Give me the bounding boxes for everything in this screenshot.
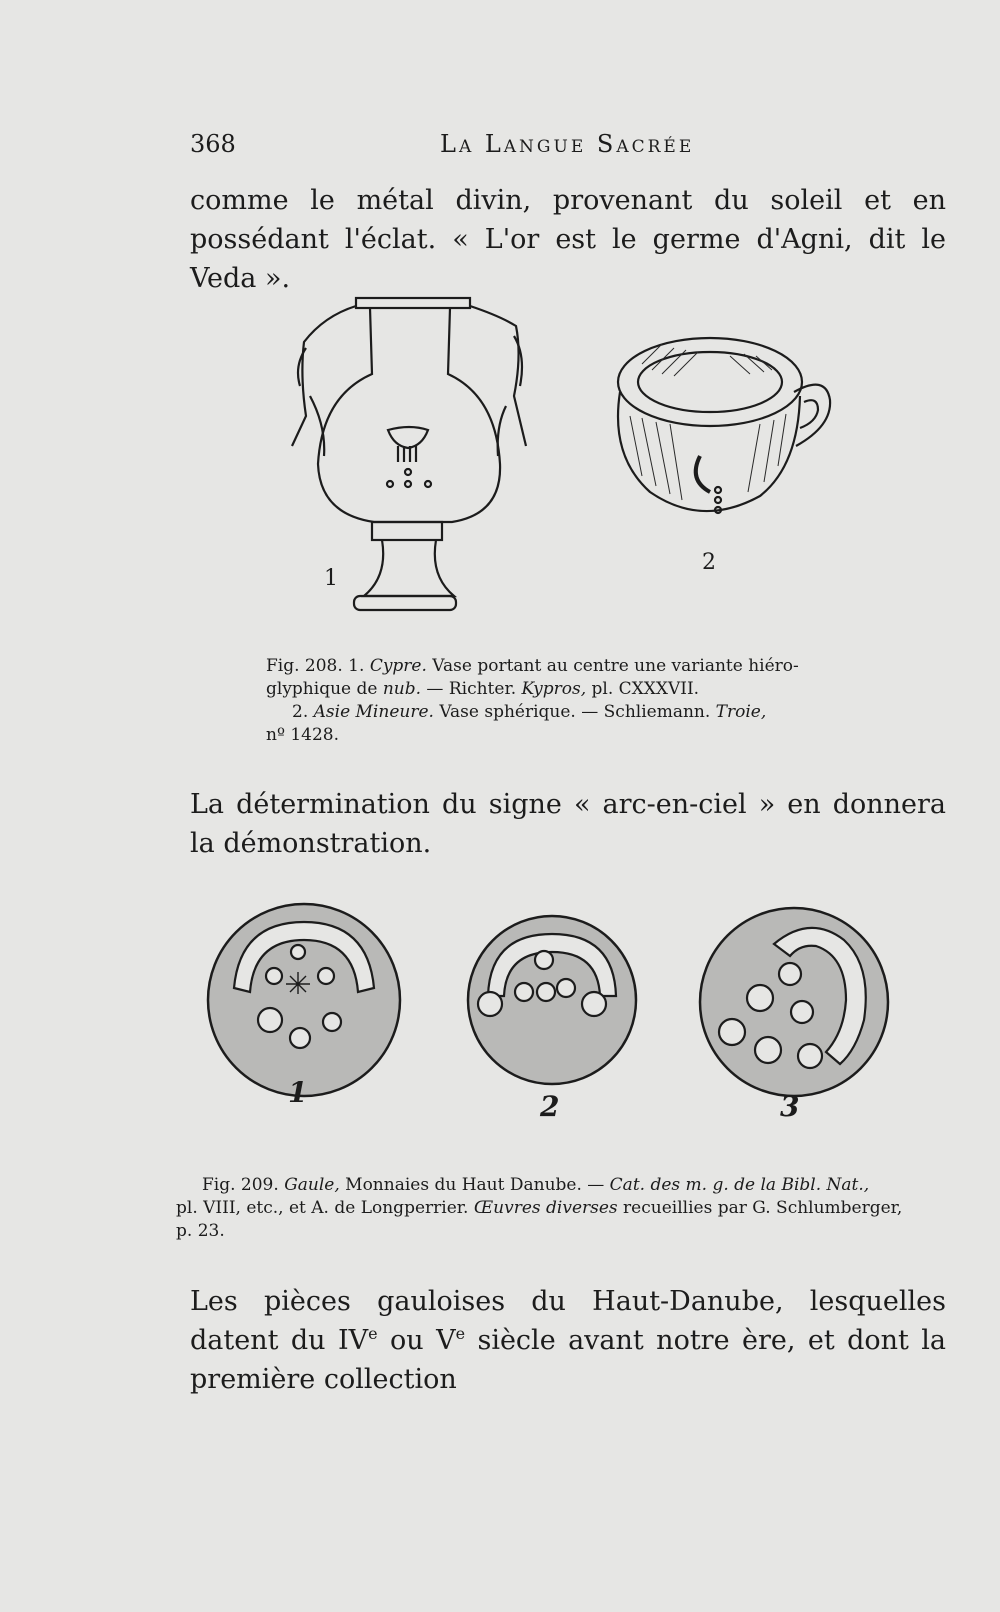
figure-209-caption bbox=[176, 1174, 942, 1243]
figure-209-label-3: 3 bbox=[780, 1090, 800, 1123]
caption-208-line-4: nº 1428. bbox=[266, 725, 340, 745]
figure-208 bbox=[270, 296, 870, 636]
figure-209-label-2: 2 bbox=[540, 1090, 560, 1123]
caption-text: 2. bbox=[292, 702, 314, 722]
paragraph-3-text: ou V bbox=[377, 1325, 456, 1356]
figure-208-drawing bbox=[270, 296, 870, 636]
figure-208-caption bbox=[266, 655, 860, 747]
caption-209-line-3: p. 23. bbox=[176, 1221, 225, 1241]
figure-208-label-1: 1 bbox=[324, 566, 338, 591]
caption-text: Vase sphérique. — Schliemann. bbox=[433, 702, 716, 722]
caption-italic: Gaule, bbox=[284, 1175, 340, 1195]
caption-208-line-1 bbox=[266, 655, 860, 678]
caption-text: Fig. 209. bbox=[202, 1175, 285, 1195]
paragraph-1: comme le métal divin, provenant du soleil et en possédant l'éclat. « L'or est le germe d'Agni, dit le Veda ». bbox=[190, 185, 946, 294]
caption-italic: Asie Mineure. bbox=[313, 702, 434, 722]
caption-text: — Richter. bbox=[421, 679, 522, 699]
running-title: La Langue Sacrée bbox=[440, 130, 695, 158]
caption-italic: Œuvres diverses bbox=[473, 1198, 618, 1218]
caption-italic: Troie, bbox=[715, 702, 767, 722]
superscript: e bbox=[368, 1324, 378, 1343]
caption-text: pl. VIII, etc., et A. de Longperrier. bbox=[176, 1198, 474, 1218]
figure-209-label-1: 1 bbox=[288, 1076, 308, 1109]
caption-208-line-3 bbox=[266, 701, 860, 724]
caption-italic: nub. bbox=[382, 679, 422, 699]
caption-italic: Cypre. bbox=[369, 656, 427, 676]
paragraph-3-text: Les pièces gauloises du Haut-Danube, lesquelles datent du IV bbox=[190, 1286, 946, 1356]
caption-text: Fig. 208. 1. bbox=[266, 656, 370, 676]
figure-209-drawing bbox=[200, 900, 920, 1150]
caption-209-line-2 bbox=[176, 1197, 942, 1220]
paragraph-3-text: siècle avant notre ère, et dont la première collection bbox=[190, 1325, 947, 1395]
figure-209 bbox=[200, 900, 920, 1150]
caption-208-line-2 bbox=[266, 678, 860, 701]
caption-text: pl. CXXXVII. bbox=[586, 679, 700, 699]
caption-text: recueillies par G. Schlumberger, bbox=[617, 1198, 903, 1218]
caption-text: Vase portant au centre une variante hiéro- bbox=[426, 656, 799, 676]
caption-italic: Cat. des m. g. de la Bibl. Nat., bbox=[609, 1175, 870, 1195]
page-number: 368 bbox=[190, 130, 236, 158]
page-header bbox=[190, 130, 950, 166]
caption-209-line-1 bbox=[176, 1174, 942, 1197]
caption-italic: Kypros, bbox=[521, 679, 587, 699]
paragraph-3 bbox=[190, 1282, 946, 1399]
caption-text: glyphique de bbox=[266, 679, 383, 699]
caption-text: Monnaies du Haut Danube. — bbox=[339, 1175, 610, 1195]
paragraph-2: La détermination du signe « arc-en-ciel » en donnera la démonstration. bbox=[190, 789, 946, 859]
superscript: e bbox=[455, 1324, 466, 1343]
figure-208-label-2: 2 bbox=[702, 550, 716, 575]
